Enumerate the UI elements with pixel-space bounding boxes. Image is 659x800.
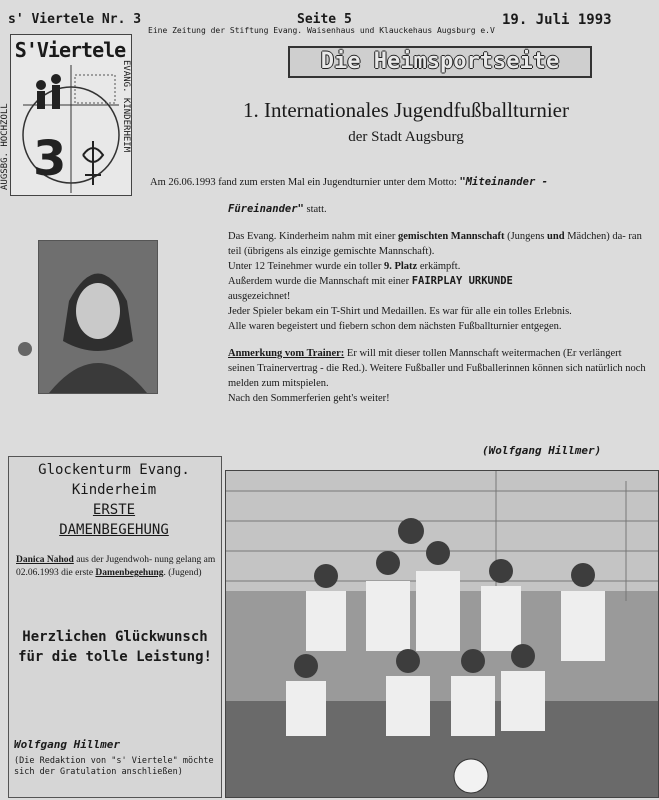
box-note: (Die Redaktion von "s' Viertele" möchte sich der Gratulation anschließen) [14, 756, 214, 777]
logo-title: S'Viertele [14, 38, 126, 62]
box-text-d: . (Jugend) [163, 568, 202, 578]
side-box-heading [8, 460, 220, 540]
paragraph-continue: Nach den Sommerferien geht's weiter! [228, 393, 390, 404]
p4-b: FAIRPLAY URKUNDE [411, 275, 513, 287]
portrait-image-icon [39, 241, 157, 393]
logo-side-right: EVANG. KINDERHEIM [121, 60, 131, 153]
intro-text: Am 26.06.1993 fand zum ersten Mal ein Jugendturnier unter dem Motto: [150, 177, 460, 188]
portrait-photo [38, 240, 158, 394]
p2-a: Das Evang. Kinderheim nahm mit einer [228, 231, 398, 242]
paragraph-excitement: Alle waren begeistert und fiebern schon dem nächsten Fußballturnier entgegen. [228, 321, 562, 332]
box-text-b: aus der Jugendwoh- nung gelang am 02.06.1993 die erste [16, 555, 216, 578]
svg-text:3: 3 [33, 131, 67, 187]
box-line-1: Glockenturm Evang. [38, 462, 190, 478]
punch-hole [18, 342, 32, 356]
p2-c: (Jungens [504, 231, 548, 242]
paragraph-team [150, 229, 650, 259]
box-signature: Wolfgang Hillmer [14, 738, 120, 751]
side-box-text [16, 554, 216, 580]
p3-a: Unter 12 Teinehmer wurde ein toller [228, 261, 384, 272]
p3-c: erkämpft. [417, 261, 461, 272]
box-line-4: DAMENBEGEHUNG [59, 522, 169, 538]
box-name: Danica Nahod [16, 555, 74, 565]
article-intro [150, 175, 650, 190]
congratulations: Herzlichen Glückwunsch für die tolle Leistung! [18, 629, 212, 665]
paragraph-place [150, 259, 650, 274]
intro-end: statt. [303, 204, 327, 215]
motto-text: "Miteinander - [459, 176, 548, 188]
motto-text-2: Füreinander" [228, 203, 304, 215]
section-banner: Die Heimsportseite [288, 46, 592, 78]
article-signature: (Wolfgang Hillmer) [482, 444, 602, 457]
box-line-2: Kinderheim [71, 482, 157, 498]
paragraph-award [150, 274, 650, 304]
issue-label: s' Viertele Nr. 3 [8, 12, 142, 27]
article-title: 1. Internationales Jugendfußballturnier [243, 98, 569, 122]
p4-a: Außerdem wurde die Mannschaft mit einer [228, 276, 412, 287]
article-intro-cont [150, 202, 650, 217]
newspaper-subtitle: Eine Zeitung der Stiftung Evang. Waisenhaus und Klauckehaus Augsburg e.V [148, 26, 495, 35]
trainer-note-label: Anmerkung vom Trainer: [228, 348, 345, 359]
team-photo-image-icon [226, 471, 658, 797]
article-subtitle: der Stadt Augsburg [348, 129, 464, 145]
box-text-c: Damenbegehung [95, 568, 164, 578]
p3-b: 9. Platz [383, 261, 418, 272]
article-body [150, 175, 650, 406]
page-number: Seite 5 [297, 12, 352, 27]
paragraph-medals: Jeder Spieler bekam ein T-Shirt und Medaillen. Es war für alle ein tolles Erlebnis. [228, 306, 572, 317]
p2-d: und [547, 231, 565, 242]
p2-b: gemischten Mannschaft [398, 231, 505, 242]
p4-c: ausgezeichnet! [228, 291, 291, 302]
logo-side-left: AUGSBG. HOCHZOLL [0, 103, 10, 190]
paragraph-trainer [150, 346, 650, 391]
box-line-3: ERSTE [92, 502, 136, 518]
issue-date: 19. Juli 1993 [502, 12, 612, 28]
trainer-note-text: Er will mit dieser tollen Mannschaft weitermachen (Er verlängert seinen Trainervertrag - die Red.). Weitere Fußballer und Fußballerinnen können sich natürlich noch melden zum mitspielen. [228, 348, 646, 389]
team-photo [225, 470, 659, 798]
p2-e: Mädchen) da- ran teil (übrigens als einzige gemischte Mannschaft). [228, 231, 642, 257]
